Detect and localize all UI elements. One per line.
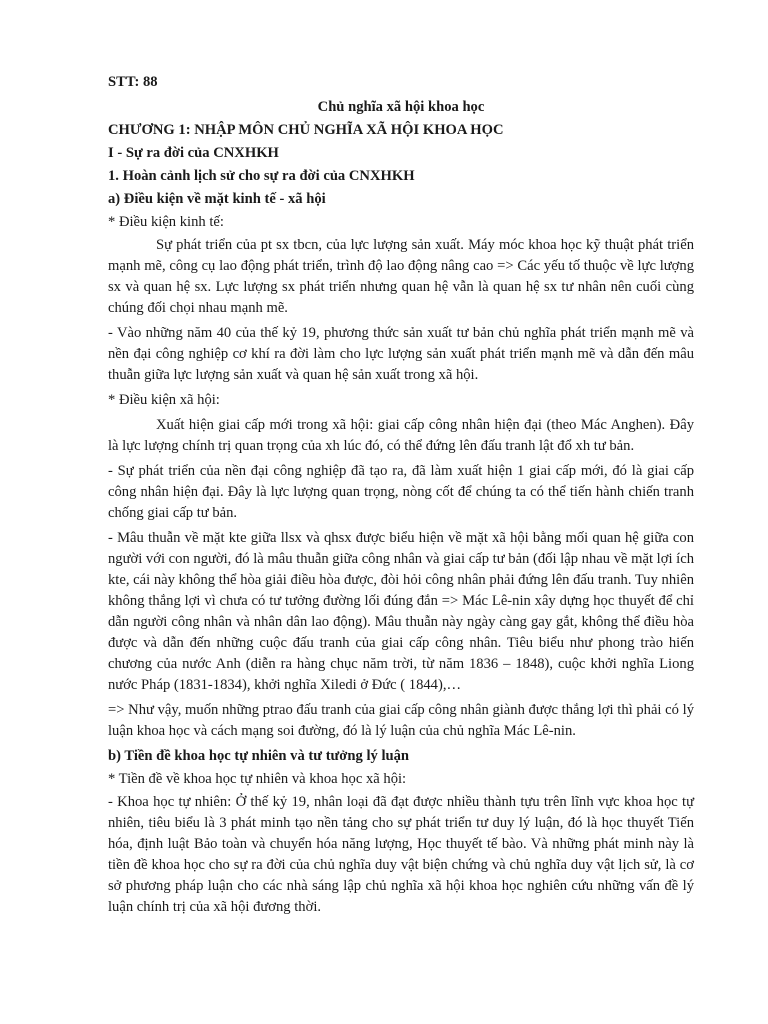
paragraph-social-2: - Sự phát triển của nền đại công nghiệp đã tạo ra, đã làm xuất hiện 1 giai cấp mới, đó là giai cấp công nhân hiện đại. Đây là lực lượng quan trọng, nòng cốt để chúng ta có thể tiến hành chiến tranh chống giai cấp tư bản. [108,463,694,521]
paragraph-economic-1: Sự phát triển của pt sx tbcn, của lực lượng sản xuất. Máy móc khoa học kỹ thuật phát triển mạnh mẽ, công cụ lao động phát triển, trình độ lao động nâng cao => Các yếu tố thuộc về lực lượng sx và quan hệ sx. Lực lượng sx phát triển nhưng quan hệ vẫn là quan hệ sx tư nhân nên cuối cùng chúng đối chọi nhau mạnh mẽ. [108,237,694,316]
label-social-conditions: * Điều kiện xã hội: [108,392,220,408]
section-heading: I - Sự ra đời của CNXHKH [108,145,279,161]
subsection-heading: 1. Hoàn cảnh lịch sử cho sự ra đời của CNXHKH [108,168,415,184]
paragraph-science-1: - Khoa học tự nhiên: Ở thế kỷ 19, nhân loại đã đạt được nhiều thành tựu trên lĩnh vực khoa học tự nhiên, tiêu biểu là 3 phát minh tạo nền tảng cho sự phát triển tư duy lý luận, đó là học thuyết Tiến hóa, định luật Bảo toàn và chuyển hóa năng lượng, Học thuyết tế bào. Và những phát minh này là tiền đề khoa học cho sự ra đời của chủ nghĩa duy vật biện chứng và chủ nghĩa duy vật lịch sử, là cơ sở phương pháp luận cho các nhà sáng lập chủ nghĩa xã hội khoa học nghiên cứu những vấn đề lý luận chính trị của xã hội đương thời. [108,794,694,915]
paragraph-social-4: => Như vậy, muốn những ptrao đấu tranh của giai cấp công nhân giành được thắng lợi thì phải có lý luận khoa học và cách mạng soi đường, đó là lý luận của chủ nghĩa Mác Lê-nin. [108,702,694,739]
paragraph-social-1: Xuất hiện giai cấp mới trong xã hội: giai cấp công nhân hiện đại (theo Mác Anghen). Đây là lực lượng chính trị quan trọng của xh lúc đó, có thể đứng lên đấu tranh lật đổ xh tư bản. [108,417,694,454]
paragraph-social-3: - Mâu thuẫn về mặt kte giữa llsx và qhsx được biểu hiện về mặt xã hội bằng mối quan hệ giữa con người với con người, đó là mâu thuẫn giữa công nhân và giai cấp tư bản (đối lập nhau về mặt lợi ích kte, cái này không thể hòa giải điều hòa được, đòi hỏi công nhân phải đứng lên đấu tranh. Tuy nhiên không thắng lợi vì chưa có tư tưởng đường lối đúng đắn => Mác Lê-nin xây dựng học thuyết để chỉ dẫn người công nhân và nhân dân lao động). Mâu thuẫn này ngày càng gay gắt, không thể điều hòa được và dẫn đến những cuộc đấu tranh của giai cấp công nhân. Tiêu biểu như phong trào hiến chương của nước Anh (diễn ra hàng chục năm trời, từ năm 1836 – 1848), cuộc khởi nghĩa Liong nước Pháp (1831-1834), khởi nghĩa Xiledi ở Đức ( 1844),… [108,530,694,693]
label-science-premises: * Tiền đề về khoa học tự nhiên và khoa học xã hội: [108,771,407,787]
label-economic-conditions: * Điều kiện kinh tế: [108,214,224,230]
document-body [108,72,694,922]
heading-b: b) Tiền đề khoa học tự nhiên và tư tưởng lý luận [108,748,410,764]
stt-label: STT: 88 [108,74,158,90]
chapter-heading: CHƯƠNG 1: NHẬP MÔN CHỦ NGHĨA XÃ HỘI KHOA HỌC [108,122,504,138]
document-title: Chủ nghĩa xã hội khoa học [317,99,485,115]
paragraph-economic-2: - Vào những năm 40 của thế kỷ 19, phương thức sản xuất tư bản chủ nghĩa phát triển mạnh mẽ và nền đại công nghiệp cơ khí ra đời làm cho lực lượng sản xuất phát triển mạnh mẽ và dẫn đến mâu thuẫn giữa lực lượng sản xuất và quan hệ sản xuất trong xã hội. [108,325,694,383]
heading-a: a) Điều kiện về mặt kinh tế - xã hội [108,191,326,207]
